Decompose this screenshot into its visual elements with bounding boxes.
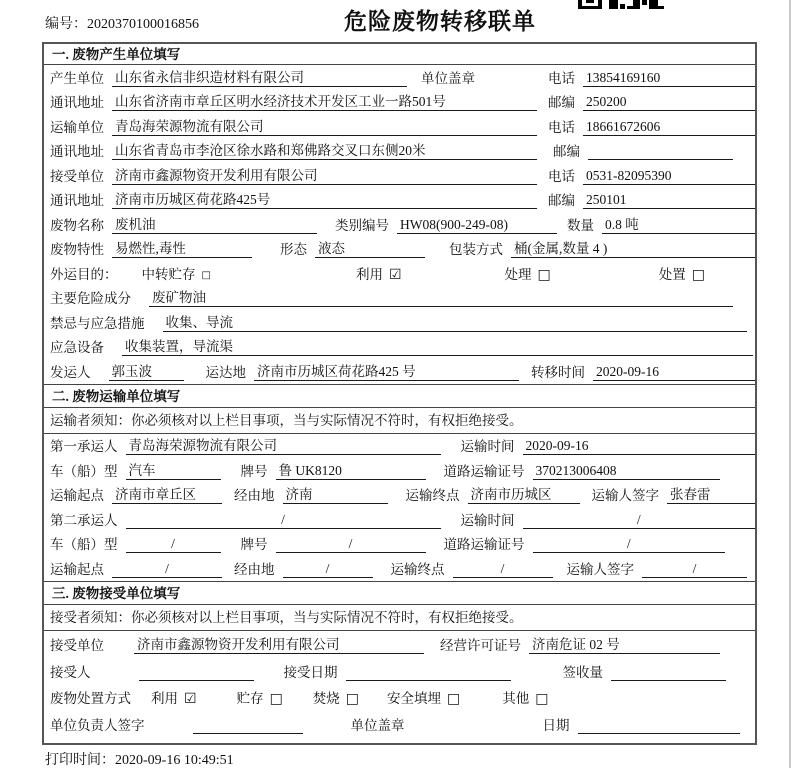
via2-label: 经由地 [234,561,275,577]
road-permit2-value: / [533,536,726,553]
row-emergency-equipment [44,335,755,360]
measures-value: 收集、导流 [163,315,748,332]
row-receiver-address [44,188,755,213]
road-permit1-value: 370213006408 [533,463,721,480]
end2-value: / [453,561,553,578]
checkbox-checked-icon: ☑ [388,266,402,283]
disposal-option-label: 利用 [151,691,178,706]
license-value: 济南危证 02 号 [529,637,720,654]
shipper-label: 发运人 [50,364,91,380]
vehicle1-label: 车（船）型 [50,463,118,479]
transport-time2-value: / [523,512,756,529]
row-accept-unit [44,631,755,658]
row-route2 [44,556,755,581]
form-label: 形态 [280,242,307,257]
row-vehicle1 [44,458,755,483]
purpose-option-transfer-storage [142,267,211,283]
producer-address-value: 山东省济南市章丘区明水经济技术开发区工业一路501号 [112,94,537,111]
transfer-time-value: 2020-09-16 [593,364,755,381]
hazard-value: 废矿物油 [149,290,733,307]
via1-value: 济南 [283,487,388,504]
plate2-value: / [276,536,426,553]
row-transporter-address [44,139,755,164]
disposal-option-landfill [387,691,460,707]
transporter-address-label: 通讯地址 [50,144,104,159]
recipient-label: 接受人 [50,664,91,680]
checkbox-unchecked-icon: □ [537,266,551,283]
sign1-value: 张春雷 [667,487,755,504]
qr-code-fragment [578,0,664,9]
shipper-value: 郭玉波 [109,364,184,381]
producer-zip-label: 邮编 [548,95,575,110]
purpose-option-label: 处理 [504,266,532,282]
transporter-address-value: 山东省青岛市李沧区徐水路和郑佛路交叉口东侧20米 [112,143,537,160]
purpose-option-label: 中转贮存 [141,266,196,282]
carrier2-value: / [126,512,441,529]
receiver-address-value: 济南市历城区荷花路425号 [112,192,537,209]
plate2-label: 牌号 [240,537,268,552]
producer-phone-value: 13854169160 [583,70,755,87]
row-emergency-measures [44,310,755,335]
disposal-option-utilize [151,691,197,707]
row-route1 [44,483,755,508]
road-permit2-label: 道路运输证号 [443,537,525,552]
row-hazard [44,286,755,311]
purpose-label: 外运目的： [50,266,118,282]
print-time-value: 2020-09-16 10:49:51 [115,753,234,768]
destination-value: 济南市历城区荷花路425 号 [254,364,519,381]
unit-seal-label: 单位盖章 [350,717,405,733]
sign2-value: / [642,561,747,578]
plate1-label: 牌号 [240,463,268,479]
row-shipper [44,359,755,384]
row-purpose [44,261,755,286]
accept-unit-label: 接受单位 [50,638,104,653]
vehicle1-value: 汽车 [126,463,221,480]
origin1-value: 济南市章丘区 [112,487,222,504]
checkbox-unchecked-icon: □ [269,691,283,707]
row-carrier1 [44,434,755,459]
page-edge-line [789,0,791,768]
transfer-time-label: 转移时间 [531,364,585,380]
end1-label: 运输终点 [405,488,460,503]
transporter-zip-value [588,143,733,160]
measures-label: 禁忌与应急措施 [50,315,145,331]
equipment-value: 收集装置，导流渠 [122,339,753,356]
hazard-label: 主要危险成分 [50,291,131,306]
print-time-label: 打印时间： [45,753,115,768]
checkbox-unchecked-icon: □ [345,691,360,707]
packaging-label: 包装方式 [449,242,503,257]
row-responsible-signature [44,710,755,737]
section1-heading: 一. 废物产生单位填写 [44,44,755,65]
row-receiver [44,163,755,188]
transport-time1-value: 2020-09-16 [523,438,756,455]
received-amount-label: 签收量 [562,664,603,680]
producer-zip-value: 250200 [583,94,755,111]
responsible-sign-label: 单位负责人签字 [50,717,145,733]
producer-phone-label: 电话 [548,70,575,86]
sign2-label: 运输人签字 [566,561,634,577]
sign-date-label: 日期 [542,717,570,733]
receive-date-value [346,664,511,681]
category-label: 类别编号 [335,217,389,233]
accept-unit-value: 济南市鑫源物资开发利用有限公司 [134,637,424,654]
receiver-phone-value: 0531-82095390 [583,168,755,185]
received-amount-value [611,664,726,681]
end1-value: 济南市历城区 [468,487,580,504]
print-time [45,749,234,769]
via1-label: 经由地 [234,488,275,503]
transporter-notice: 运输者须知：你必须核对以上栏目事项，当与实际情况不符时，有权拒绝接受。 [44,408,755,434]
disposal-option-label: 贮存 [236,691,264,706]
disposal-label: 废物处置方式 [50,691,131,706]
license-label: 经营许可证号 [440,638,521,653]
carrier1-value: 青岛海荣源物流有限公司 [126,438,441,455]
quantity-value: 0.8 吨 [602,217,755,234]
transporter-phone-label: 电话 [548,119,575,135]
purpose-option-dispose [659,267,705,283]
row-carrier2 [44,507,755,532]
section3-heading: 三. 废物接受单位填写 [44,581,755,605]
disposal-option-label: 其他 [502,691,530,706]
row-waste-name [44,212,755,237]
waste-name-label: 废物名称 [50,217,104,233]
origin2-value: / [112,561,222,578]
page-title: 危险废物转移联单 [344,9,536,34]
checkbox-unchecked-icon: □ [691,266,705,283]
transporter-zip-label: 邮编 [553,144,580,159]
receiver-value: 济南市鑫源物资开发利用有限公司 [112,168,537,185]
serial-value: 2020370100016856 [87,17,199,32]
row-recipient [44,657,755,684]
receiver-zip-label: 邮编 [548,193,575,208]
row-producer [44,65,755,90]
sign1-label: 运输人签字 [591,488,659,503]
checkbox-checked-icon: ☑ [184,691,197,707]
producer-value: 山东省永信非织造材料有限公司 [112,70,407,87]
transport-time2-label: 运输时间 [460,512,515,528]
row-disposal-method [44,684,755,711]
receive-date-label: 接受日期 [283,664,338,680]
vehicle2-label: 车（船）型 [50,537,118,552]
transporter-phone-value: 18661672606 [583,119,755,136]
purpose-option-utilize [356,267,402,283]
disposal-option-other [502,691,548,707]
checkbox-unchecked-icon: □ [447,691,461,707]
equipment-label: 应急设备 [50,340,104,355]
purpose-option-label: 处置 [658,266,686,282]
carrier1-label: 第一承运人 [50,439,118,454]
packaging-value: 桶(金属,数量 4 ) [511,241,755,258]
producer-address-label: 通讯地址 [50,95,104,110]
manifest-form [42,42,757,745]
carrier2-label: 第二承运人 [50,512,118,528]
receiver-notice: 接受者须知：你必须核对以上栏目事项，当与实际情况不符时，有权拒绝接受。 [44,605,755,631]
disposal-option-incinerate [313,691,359,707]
disposal-option-label: 安全填埋 [387,691,442,706]
purpose-option-treat [505,267,551,283]
form-value: 液态 [315,241,425,258]
category-value: HW08(900-249-08) [397,217,557,234]
row-waste-characteristics [44,237,755,262]
receiver-address-label: 通讯地址 [50,193,104,208]
origin1-label: 运输起点 [50,488,104,503]
vehicle2-value: / [126,536,221,553]
purpose-option-label: 利用 [355,266,383,282]
recipient-value [139,664,254,681]
disposal-option-store [237,691,283,707]
responsible-sign-value [193,717,303,734]
waste-name-value: 废机油 [112,217,317,234]
row-transporter [44,114,755,139]
serial-label: 编号： [45,17,87,32]
receiver-phone-label: 电话 [548,168,575,184]
transporter-label: 运输单位 [50,119,104,135]
checkbox-unchecked-icon: □ [535,691,549,707]
checkbox-unchecked-icon: □ [201,269,211,281]
disposal-option-label: 焚烧 [312,691,340,706]
characteristics-value: 易燃性,毒性 [112,241,252,258]
end2-label: 运输终点 [390,561,445,577]
serial-number [45,13,199,33]
road-permit1-label: 道路运输证号 [443,463,525,479]
receiver-label: 接受单位 [50,168,104,184]
row-producer-address [44,90,755,115]
seal-label: 单位盖章 [421,70,475,86]
section2-heading: 二. 废物运输单位填写 [44,384,755,408]
plate1-value: 鲁 UK8120 [276,463,426,480]
producer-label: 产生单位 [50,70,104,86]
row-vehicle2 [44,532,755,557]
transport-time1-label: 运输时间 [460,439,515,454]
quantity-label: 数量 [567,217,594,233]
destination-label: 运达地 [205,364,246,380]
characteristics-label: 废物特性 [50,242,104,257]
sign-date-value [578,717,741,734]
receiver-zip-value: 250101 [583,192,755,209]
via2-value: / [283,561,373,578]
transporter-value: 青岛海荣源物流有限公司 [112,119,537,136]
origin2-label: 运输起点 [50,561,104,577]
